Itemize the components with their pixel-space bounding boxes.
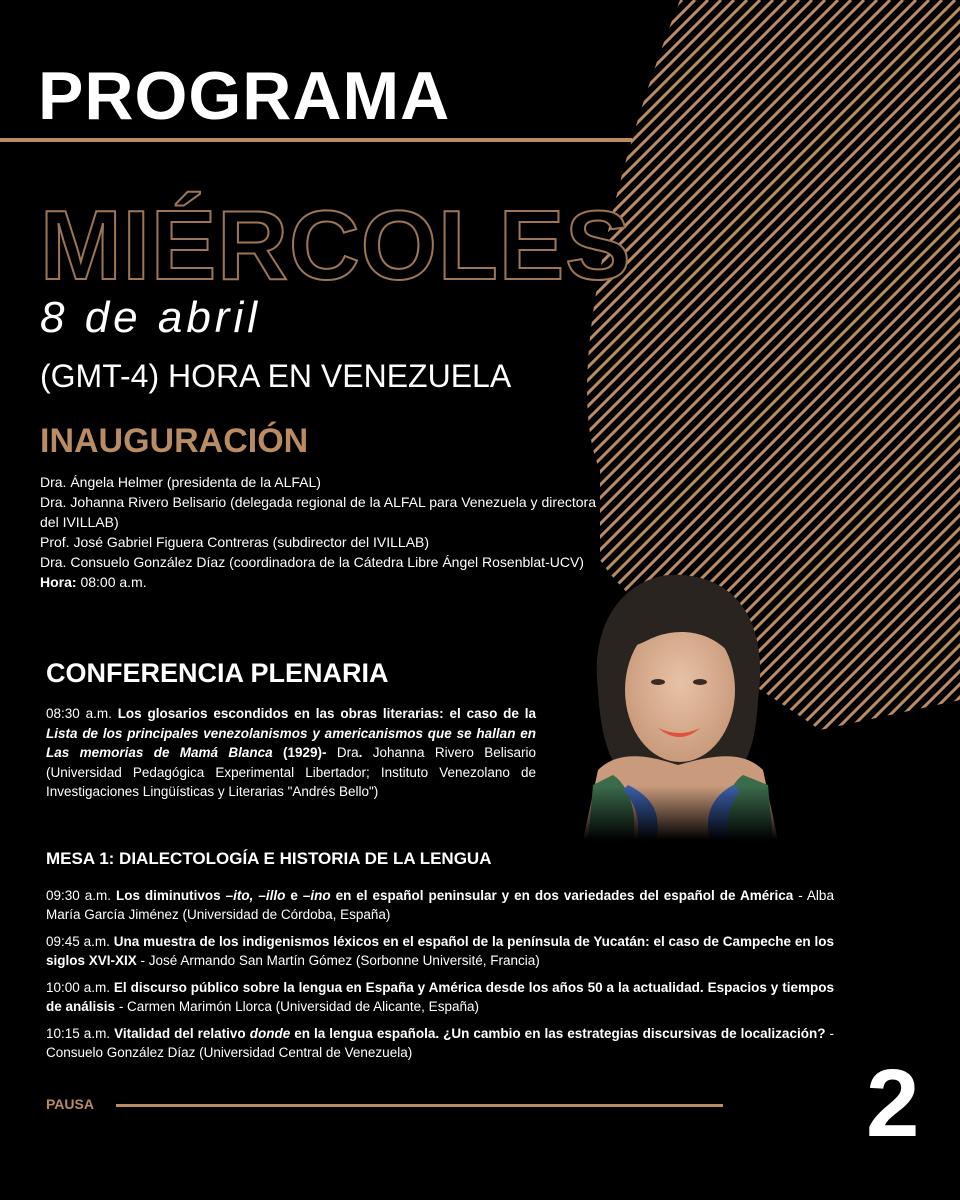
- talk-time: 09:45 a.m.: [46, 934, 110, 949]
- talk-title: en el español peninsular y en dos variedades del español de América: [335, 888, 794, 903]
- talk-time: 10:15 a.m.: [46, 1026, 111, 1041]
- talk-speaker: - Alba María García Jiménez (Universidad de Córdoba, España): [46, 888, 834, 922]
- talk-item: [46, 978, 834, 1016]
- plenary-time: 08:30 a.m.: [46, 706, 112, 721]
- talk-title: e: [290, 888, 298, 903]
- inauguration-item: Dra. Johanna Rivero Belisario (delegada regional de la ALFAL para Venezuela y directora del IVILLAB): [40, 494, 596, 530]
- talk-item: [46, 886, 834, 924]
- event-day: MIÉRCOLES: [40, 190, 632, 300]
- plenary-talk: [46, 704, 536, 802]
- pause-label: PAUSA: [46, 1096, 94, 1112]
- talk-speaker: - Consuelo González Díaz (Universidad Central de Venezuela): [46, 1026, 834, 1060]
- talk-title-italic: donde: [249, 1026, 291, 1041]
- plenary-speaker-dot: .: [358, 745, 363, 760]
- talk-time: 09:30 a.m.: [46, 888, 111, 903]
- inauguration-time: [40, 572, 596, 592]
- talk-title: Una muestra de los indigenismos léxicos en el español de la península de Yucatán: el caso de Campeche en los siglos XVI-XIX: [46, 934, 834, 968]
- talk-time: 10:00 a.m.: [46, 980, 110, 995]
- panel-talks: [46, 886, 834, 1070]
- page-title: PROGRAMA: [38, 58, 451, 134]
- talk-speaker: - Carmen Marimón Llorca (Universidad de Alicante, España): [118, 999, 479, 1014]
- plenary-speaker-prefix: Dra: [336, 745, 359, 760]
- inauguration-heading: INAUGURACIÓN: [40, 422, 309, 460]
- time-label: Hora:: [40, 574, 77, 590]
- plenary-title-b: (1929)-: [283, 745, 327, 760]
- title-divider: [0, 138, 632, 142]
- talk-item: [46, 1024, 834, 1062]
- talk-title-italic: –ino: [302, 888, 331, 903]
- plenary-title-italic: Lista de los principales venezolanismos y americanismos que se hallan en Las memorias de Mamá Blanca: [46, 725, 536, 760]
- stripe-line: [848, 0, 960, 900]
- pause-divider: [116, 1104, 723, 1107]
- inauguration-item: Dra. Ángela Helmer (presidenta de la ALFAL): [40, 474, 321, 490]
- plenary-heading: CONFERENCIA PLENARIA: [46, 658, 389, 688]
- inauguration-list: [40, 472, 596, 592]
- talk-speaker: - José Armando San Martín Gómez (Sorbonne Université, Francia): [140, 953, 540, 968]
- event-timezone: (GMT-4) HORA EN VENEZUELA: [40, 358, 512, 394]
- talk-item: [46, 932, 834, 970]
- talk-title: en la lengua española. ¿Un cambio en las estrategias discursivas de localización?: [294, 1026, 826, 1041]
- talk-title: Vitalidad del relativo: [114, 1026, 246, 1041]
- talk-title: El discurso público sobre la lengua en España y América desde los años 50 a la actualidad. Espacios y tiempos de análisis: [46, 980, 834, 1014]
- page-number: 2: [866, 1050, 920, 1157]
- inauguration-item: Prof. José Gabriel Figuera Contreras (subdirector del IVILLAB): [40, 534, 430, 550]
- time-value: 08:00 a.m.: [80, 574, 147, 590]
- inauguration-item: Dra. Consuelo González Díaz (coordinadora de la Cátedra Libre Ángel Rosenblat-UCV): [40, 554, 584, 570]
- plenary-speaker: Johanna Rivero Belisario (Universidad Pedagógica Experimental Libertador; Instituto Venezolano de Investigaciones Lingüísticas y Literarias "Andrés Bello"): [46, 745, 536, 799]
- plenary-title-a: Los glosarios escondidos en las obras literarias: el caso de la: [117, 706, 536, 721]
- panel-heading: MESA 1: DIALECTOLOGÍA E HISTORIA DE LA LENGUA: [46, 849, 492, 868]
- speaker-photo: [528, 570, 828, 840]
- event-date: 8 de abril: [40, 293, 262, 342]
- talk-title-italic: –ito, –illo: [225, 888, 286, 903]
- talk-title: Los diminutivos: [115, 888, 221, 903]
